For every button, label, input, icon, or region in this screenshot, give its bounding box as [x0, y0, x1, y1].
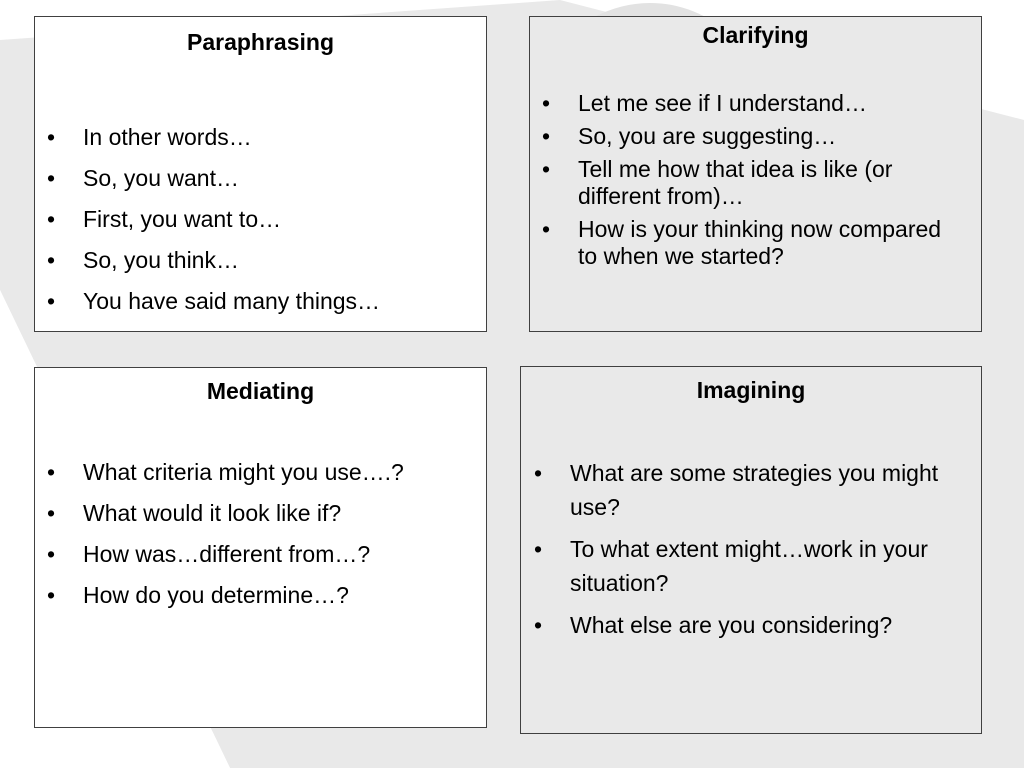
clarifying-title: Clarifying — [702, 22, 809, 48]
clarifying-list — [578, 90, 961, 276]
paraphrasing-list — [83, 123, 476, 328]
list-item: • What are some strategies you might use? — [570, 456, 967, 524]
imagining-title: Imagining — [696, 377, 806, 403]
list-item: • In other words… — [83, 123, 476, 151]
list-item: • So, you are suggesting… — [578, 123, 961, 150]
mediating-title: Mediating — [206, 378, 315, 404]
clarifying-card — [529, 16, 982, 332]
list-item: • To what extent might…work in your situation? — [570, 532, 967, 600]
list-item: • What would it look like if? — [83, 499, 476, 527]
list-item: • First, you want to… — [83, 205, 476, 233]
mediating-list — [83, 458, 476, 622]
list-item: • So, you think… — [83, 246, 476, 274]
list-item: • Tell me how that idea is like (or different from)… — [578, 156, 961, 210]
imagining-card — [520, 366, 982, 734]
imagining-list — [570, 456, 967, 650]
list-item: • How do you determine…? — [83, 581, 476, 609]
paraphrasing-title: Paraphrasing — [187, 29, 334, 55]
paraphrasing-card — [34, 16, 487, 332]
list-item: • What criteria might you use….? — [83, 458, 476, 486]
list-item: • What else are you considering? — [570, 608, 967, 642]
list-item: • So, you want… — [83, 164, 476, 192]
list-item: • How is your thinking now compared to when we started? — [578, 216, 961, 270]
list-item: • You have said many things… — [83, 287, 476, 315]
mediating-card — [34, 367, 487, 728]
list-item: • How was…different from…? — [83, 540, 476, 568]
list-item: • Let me see if I understand… — [578, 90, 961, 117]
